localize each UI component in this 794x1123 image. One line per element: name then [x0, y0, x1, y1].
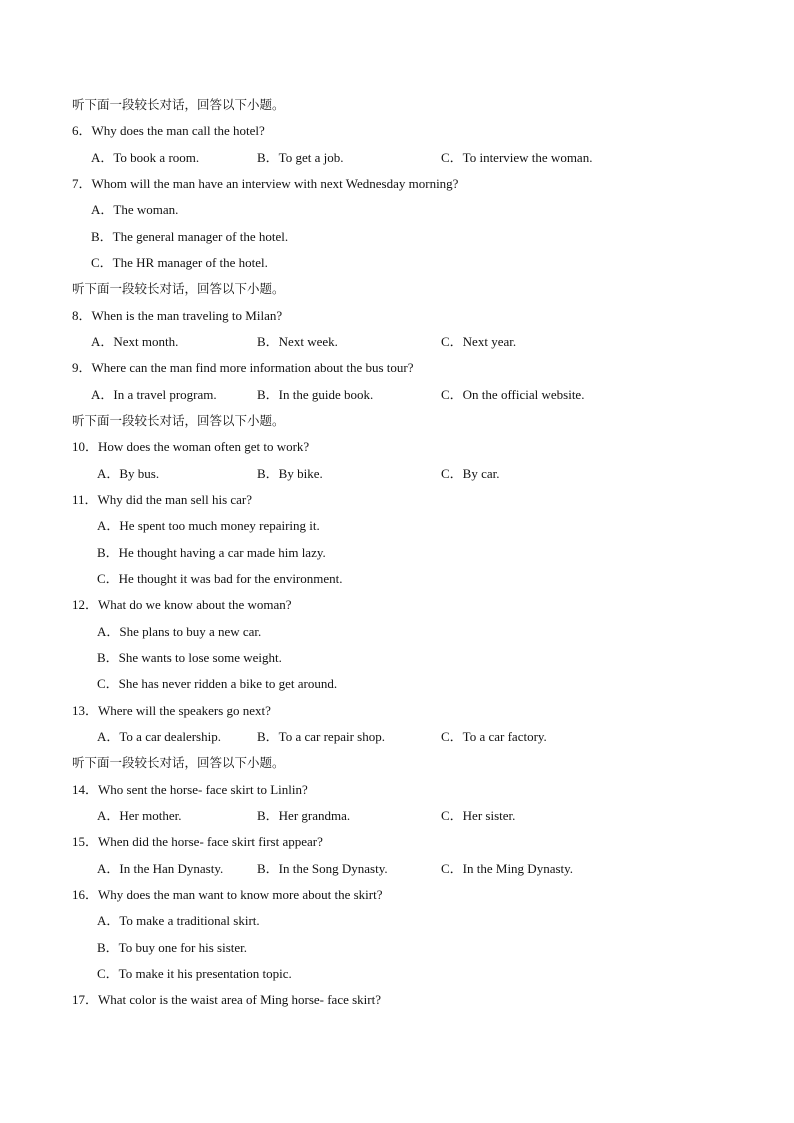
q8-option-c: C．Next year. [441, 334, 517, 349]
q15-option-c: C．In the Ming Dynasty. [441, 861, 574, 876]
q11-option-b: B．He thought having a car made him lazy. [97, 545, 326, 560]
q13-option-b: B．To a car repair shop. [257, 729, 385, 744]
question-13: 13．Where will the speakers go next? [72, 703, 271, 718]
q9-option-c: C．On the official website. [441, 387, 585, 402]
q9-option-b: B．In the guide book. [257, 387, 374, 402]
question-7: 7．Whom will the man have an interview with next Wednesday morning? [72, 176, 459, 191]
q12-option-a: A．She plans to buy a new car. [97, 624, 262, 639]
q16-option-a: A．To make a traditional skirt. [97, 913, 260, 928]
q12-option-c: C．She has never ridden a bike to get around. [97, 676, 338, 691]
question-10: 10．How does the woman often get to work? [72, 439, 310, 454]
q8-option-b: B．Next week. [257, 334, 338, 349]
q16-option-b: B．To buy one for his sister. [97, 940, 248, 955]
question-14: 14．Who sent the horse- face skirt to Linlin? [72, 782, 308, 797]
q6-option-c: C．To interview the woman. [441, 150, 593, 165]
question-17: 17．What color is the waist area of Ming horse- face skirt? [72, 992, 382, 1007]
section-heading: 听下面一段较长对话，回答以下小题。 [72, 413, 285, 428]
q13-option-a: A．To a car dealership. [97, 729, 221, 744]
question-11: 11．Why did the man sell his car? [72, 492, 253, 507]
q6-option-b: B．To get a job. [257, 150, 344, 165]
q7-option-c: C．The HR manager of the hotel. [91, 255, 268, 270]
q11-option-a: A．He spent too much money repairing it. [97, 518, 320, 533]
q12-option-b: B．She wants to lose some weight. [97, 650, 282, 665]
q7-option-b: B．The general manager of the hotel. [91, 229, 289, 244]
section-heading: 听下面一段较长对话，回答以下小题。 [72, 281, 285, 296]
q15-option-b: B．In the Song Dynasty. [257, 861, 388, 876]
q14-option-a: A．Her mother. [97, 808, 182, 823]
q16-option-c: C．To make it his presentation topic. [97, 966, 292, 981]
section-heading: 听下面一段较长对话，回答以下小题。 [72, 755, 285, 770]
q15-option-a: A．In the Han Dynasty. [97, 861, 224, 876]
question-6: 6．Why does the man call the hotel? [72, 123, 265, 138]
q10-option-c: C．By car. [441, 466, 500, 481]
question-9: 9．Where can the man find more information about the bus tour? [72, 360, 414, 375]
q9-option-a: A．In a travel program. [91, 387, 217, 402]
q13-option-c: C．To a car factory. [441, 729, 547, 744]
q11-option-c: C．He thought it was bad for the environment. [97, 571, 343, 586]
q14-option-b: B．Her grandma. [257, 808, 351, 823]
question-8: 8．When is the man traveling to Milan? [72, 308, 283, 323]
question-12: 12．What do we know about the woman? [72, 597, 292, 612]
q10-option-a: A．By bus. [97, 466, 160, 481]
q6-option-a: A．To book a room. [91, 150, 200, 165]
q10-option-b: B．By bike. [257, 466, 323, 481]
q14-option-c: C．Her sister. [441, 808, 516, 823]
q8-option-a: A．Next month. [91, 334, 179, 349]
question-16: 16．Why does the man want to know more about the skirt? [72, 887, 383, 902]
question-15: 15．When did the horse- face skirt first appear? [72, 834, 323, 849]
q7-option-a: A．The woman. [91, 202, 179, 217]
section-heading: 听下面一段较长对话，回答以下小题。 [72, 97, 285, 112]
